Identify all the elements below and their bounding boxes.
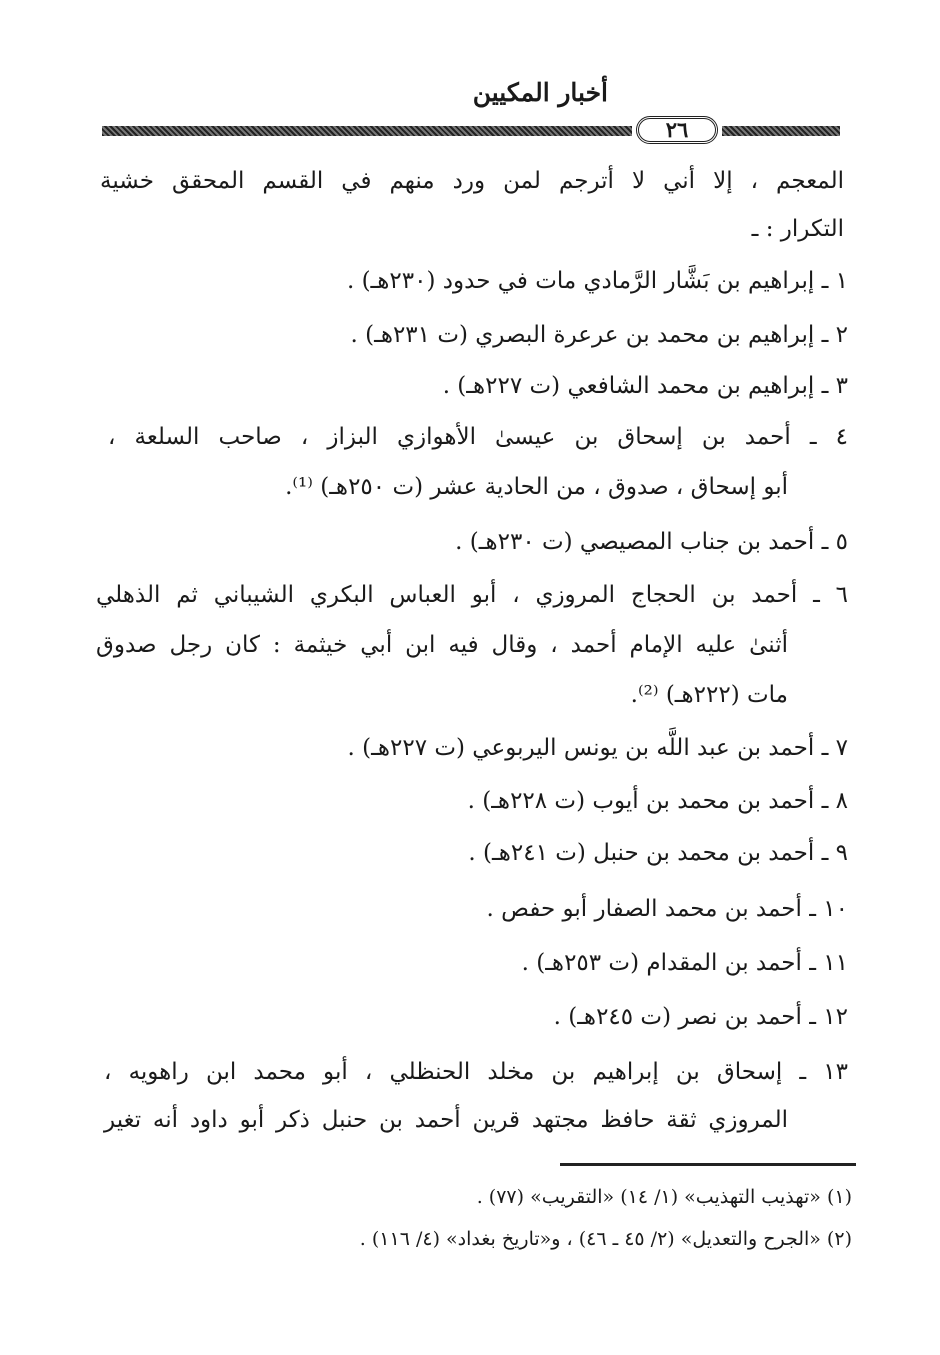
page-number: ٢٦ [636, 116, 718, 144]
list-item-7: ٧ ـ أحمد بن عبد اللَّه بن يونس اليربوعي (ت ٢٢٧هـ) . [347, 735, 848, 761]
header-ornament [102, 116, 840, 144]
list-item-12: ١٢ ـ أحمد بن نصر (ت ٢٤٥هـ) . [553, 1004, 848, 1030]
list-item-5: ٥ ـ أحمد بن جناب المصيصي (ت ٢٣٠هـ) . [455, 529, 848, 555]
running-title: أخبار المكيين [472, 78, 608, 107]
list-item-10: ١٠ ـ أحمد بن محمد الصفار أبو حفص . [486, 896, 848, 922]
list-item-4-line-1: ٤ ـ أحمد بن إسحاق بن عيسىٰ الأهوازي البزاز ، صاحب السلعة ، [108, 424, 848, 450]
list-item-4-line-2: أبو إسحاق ، صدوق ، من الحادية عشر (ت ٢٥٠هـ) ⁽¹⁾. [285, 474, 788, 500]
header-rule-left [102, 126, 632, 136]
footnote-1: (١) «تهذيب التهذيب» (١/ ١٤) «التقريب» (٧٧) . [476, 1186, 852, 1208]
intro-line-1: المعجم ، إلا أني لا أترجم لمن ورد منهم في القسم المحقق خشية [100, 168, 844, 194]
list-item-6-line-2: أثنىٰ عليه الإمام أحمد ، وقال فيه ابن أبي خيثمة : كان رجل صدوق [96, 632, 788, 658]
footnote-2: (٢) «الجرح والتعديل» (٢/ ٤٥ ـ ٤٦) ، و«تاريخ بغداد» (٤/ ١١٦) . [359, 1228, 852, 1250]
list-item-8: ٨ ـ أحمد بن محمد بن أيوب (ت ٢٢٨هـ) . [467, 788, 848, 814]
list-item-1: ١ ـ إبراهيم بن بَشَّار الرَّمادي مات في حدود (٢٣٠هـ) . [346, 268, 848, 294]
list-item-6-line-1: ٦ ـ أحمد بن الحجاج المروزي ، أبو العباس البكري الشيباني ثم الذهلي [96, 582, 848, 608]
list-item-6-line-3: مات (٢٢٢هـ) ⁽²⁾. [630, 682, 788, 708]
header-rule-right [722, 126, 840, 136]
footnote-rule [560, 1163, 856, 1166]
list-item-11: ١١ ـ أحمد بن المقدام (ت ٢٥٣هـ) . [521, 950, 848, 976]
list-item-9: ٩ ـ أحمد بن محمد بن حنبل (ت ٢٤١هـ) . [468, 840, 848, 866]
list-item-3: ٣ ـ إبراهيم بن محمد الشافعي (ت ٢٢٧هـ) . [442, 373, 848, 399]
intro-line-2: التكرار : ـ [751, 216, 844, 242]
list-item-2: ٢ ـ إبراهيم بن محمد بن عرعرة البصري (ت ٢٣١هـ) . [350, 322, 848, 348]
list-item-13-line-1: ١٣ ـ إسحاق بن إبراهيم بن مخلد الحنظلي ، أبو محمد ابن راهويه ، [104, 1059, 848, 1085]
list-item-13-line-2: المروزي ثقة حافظ مجتهد قرين أحمد بن حنبل ذكر أبو داود أنه تغير [104, 1107, 788, 1133]
